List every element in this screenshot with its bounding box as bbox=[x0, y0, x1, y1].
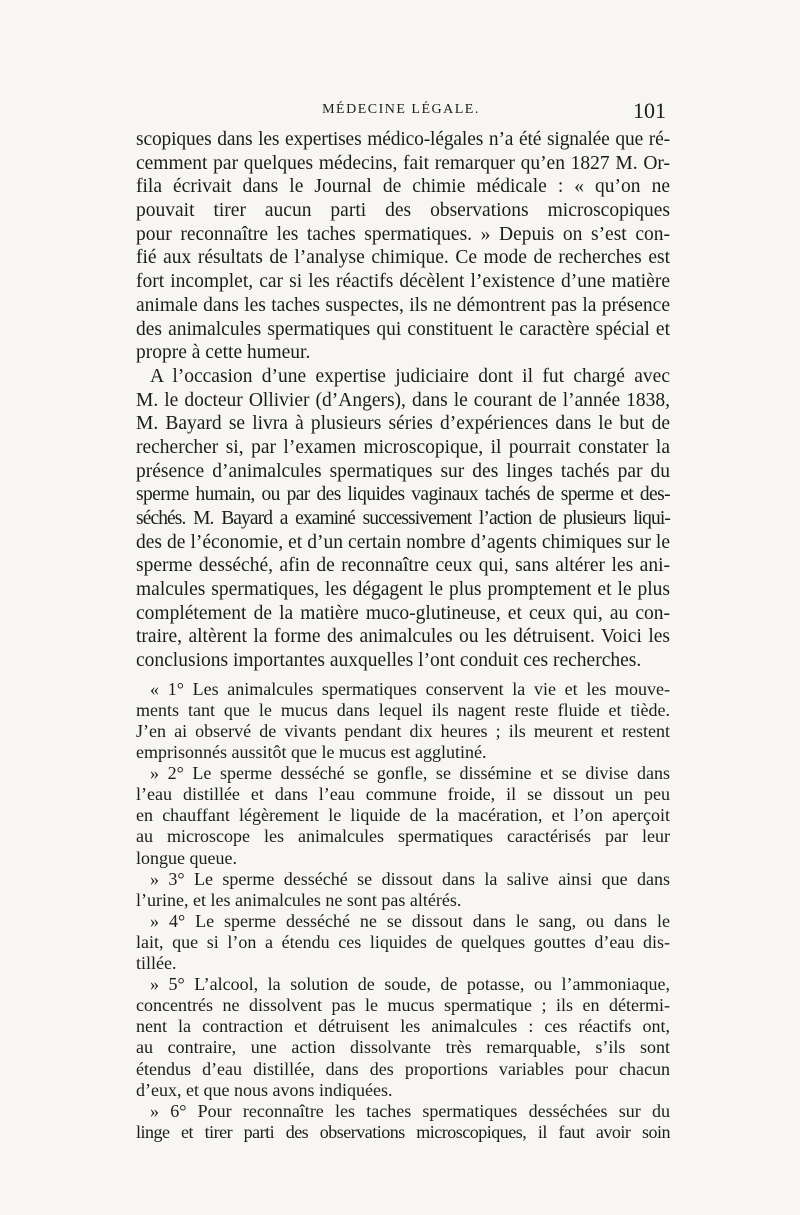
text-line: séchés. M. Bayard a examiné successivement l’action de plusieurs liqui- bbox=[136, 508, 670, 529]
quote-line: » 4° Le sperme desséché ne se dissout dans le sang, ou dans le bbox=[150, 910, 670, 931]
quote-line: concentrés ne dissolvent pas le mucus spermatique ; ils en détermi- bbox=[136, 995, 670, 1016]
text-line: complétement de la matière muco-glutineuse, et ceux qui, au con- bbox=[136, 602, 670, 624]
quote-line: » 5° L’alcool, la solution de soude, de potasse, ou l’ammoniaque, bbox=[150, 974, 670, 995]
text-line: des de l’économie, et d’un certain nombre d’agents chimiques sur le bbox=[136, 531, 670, 553]
quote-line: lait, que si l’on a étendu ces liquides de quelques gouttes d’eau dis- bbox=[136, 931, 670, 952]
quote-line: linge et tirer parti des observations microscopiques, il faut avoir soin bbox=[136, 1121, 670, 1142]
text-line: scopiques dans les expertises médico-légales n’a été signalée que ré- bbox=[136, 129, 670, 150]
quote-line: » 2° Le sperme desséché se gonfle, se dissémine et se divise dans bbox=[150, 763, 670, 784]
text-line: propre à cette humeur. bbox=[136, 342, 311, 364]
text-line: présence d’animalcules spermatiques sur des linges tachés par du bbox=[136, 460, 670, 482]
text-line: fié aux résultats de l’analyse chimique. Ce mode de recherches est bbox=[136, 247, 670, 269]
quote-line: en chauffant légèrement le liquide de la macération, et l’on aperçoit bbox=[136, 805, 670, 826]
body-text bbox=[136, 128, 670, 1143]
text-line: fort incomplet, car si les réactifs décèlent l’existence d’une matière bbox=[136, 271, 670, 293]
running-head bbox=[136, 98, 666, 124]
running-title: MÉDECINE LÉGALE. bbox=[322, 102, 480, 117]
quote-line: nent la contraction et détruisent les animalcules : ces réactifs ont, bbox=[136, 1016, 670, 1037]
quote-line: emprisonnés aussitôt que le mucus est agglutiné. bbox=[136, 742, 487, 763]
main-text bbox=[136, 128, 670, 673]
quote-line: J’en ai observé de vivants pendant dix heures ; ils meurent et restent bbox=[136, 721, 670, 741]
text-line: traire, altèrent la forme des animalcules ou les détruisent. Voici les bbox=[136, 626, 670, 648]
text-line: pouvait tirer aucun parti des observations microscopiques bbox=[136, 200, 670, 222]
text-line: pour reconnaître les taches spermatiques. » Depuis on s’est con- bbox=[136, 223, 670, 245]
quote-line: longue queue. bbox=[136, 847, 237, 868]
quote-line: au contraire, une action dissolvante très remarquable, s’ils sont bbox=[136, 1037, 670, 1058]
text-line: cemment par quelques médecins, fait remarquer qu’en 1827 M. Or- bbox=[136, 152, 670, 174]
text-line: des animalcules spermatiques qui constituent le caractère spécial et bbox=[136, 318, 670, 340]
quote-line: d’eux, et que nous avons indiquées. bbox=[136, 1079, 393, 1100]
quote-line: tillée. bbox=[136, 953, 177, 974]
text-line: sperme desséché, afin de reconnaître ceux qui, sans altérer les ani- bbox=[136, 555, 670, 577]
text-line: sperme humain, ou par des liquides vaginaux tachés de sperme et des- bbox=[136, 484, 670, 506]
page-number: 101 bbox=[633, 98, 666, 123]
text-line: fila écrivait dans le Journal de chimie médicale : « qu’on ne bbox=[136, 176, 670, 198]
quote-line: au microscope les animalcules spermatiques caractérisés par leur bbox=[136, 826, 670, 847]
quote-line: l’eau distillée et dans l’eau commune froide, il se dissout un peu bbox=[136, 784, 670, 805]
quote-line: « 1° Les animalcules spermatiques conservent la vie et les mouve- bbox=[150, 678, 670, 699]
text-line: animale dans les taches suspectes, ils ne démontrent pas la présence bbox=[136, 294, 670, 316]
text-line: rechercher si, par l’examen microscopique, il pourrait constater la bbox=[136, 436, 670, 458]
quote-line: » 3° Le sperme desséché se dissout dans la salive ainsi que dans bbox=[150, 868, 670, 889]
quote-line: » 6° Pour reconnaître les taches spermatiques desséchées sur du bbox=[150, 1100, 670, 1121]
text-line: A l’occasion d’une expertise judiciaire dont il fut chargé avec bbox=[150, 365, 670, 387]
quote-line: l’urine, et les animalcules ne sont pas altérés. bbox=[136, 889, 462, 910]
text-line: M. le docteur Ollivier (d’Angers), dans le courant de l’année 1838, bbox=[136, 389, 670, 411]
quoted-conclusions bbox=[136, 679, 670, 1143]
text-line: conclusions importantes auxquelles l’ont conduit ces recherches. bbox=[136, 650, 642, 672]
text-line: M. Bayard se livra à plusieurs séries d’expériences dans le but de bbox=[136, 413, 670, 435]
quote-line: ments tant que le mucus dans lequel ils nagent reste fluide et tiède. bbox=[136, 699, 670, 720]
text-line: malcules spermatiques, les dégagent le plus promptement et le plus bbox=[136, 579, 670, 601]
quote-line: étendus d’eau distillée, dans des proportions variables pour chacun bbox=[136, 1058, 670, 1079]
